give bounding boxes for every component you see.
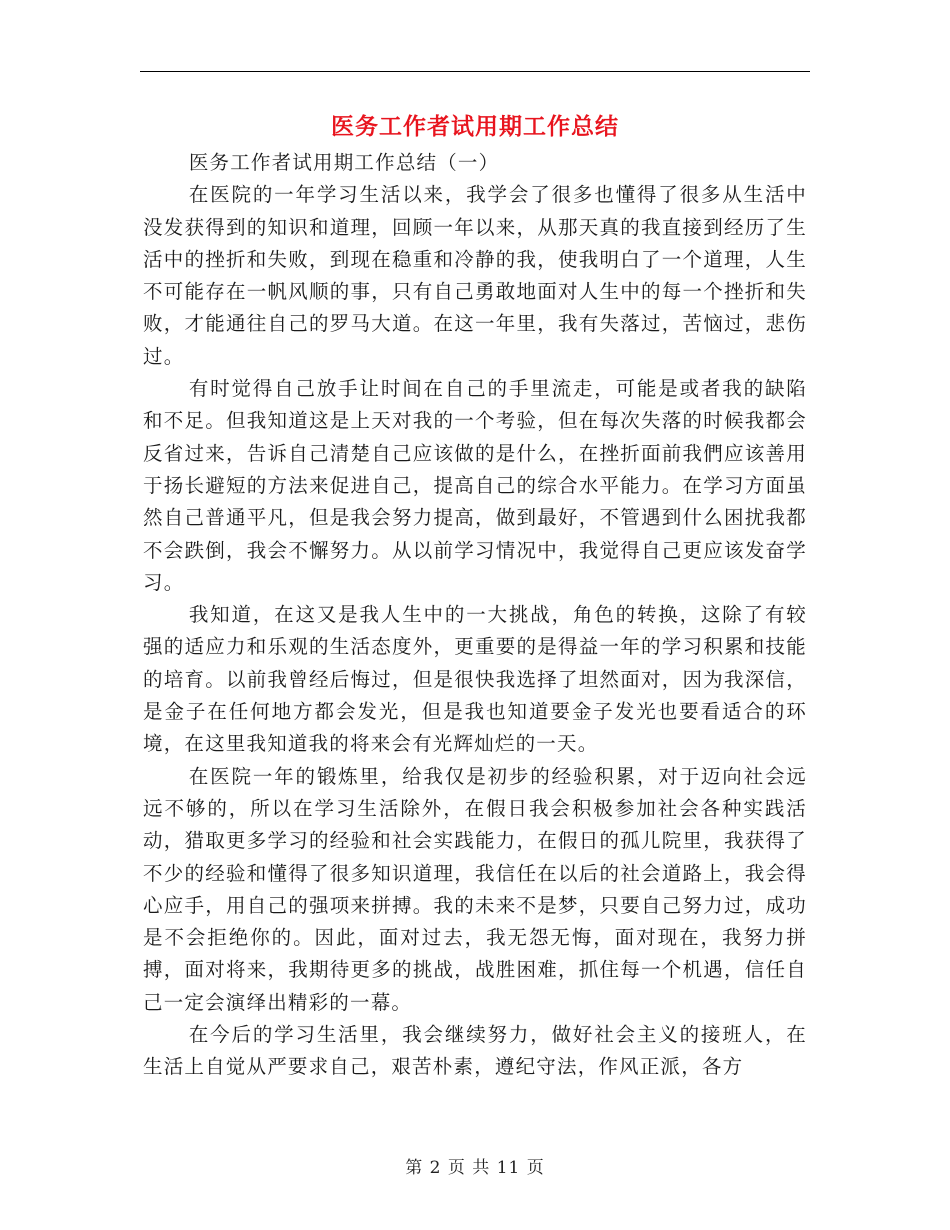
body-paragraph: 我知道，在这又是我人生中的一大挑战，角色的转换，这除了有较强的适应力和乐观的生活态度外，更重要的是得益一年的学习积累和技能的培育。以前我曾经后悔过，但是很快我选择了坦然面对，因为我深信，是金子在任何地方都会发光，但是我也知道要金子发光也要看适合的环境，在这里我知道我的将来会有光辉灿烂的一天。 [143,603,807,756]
document-title: 医务工作者试用期工作总结 [331,113,619,140]
document-body [143,147,807,1084]
page-number: 第 2 页 共 11 页 [405,1158,545,1178]
body-paragraph: 在今后的学习生活里，我会继续努力，做好社会主义的接班人，在生活上自觉从严要求自己，艰苦朴素，遵纪守法，作风正派，各方 [143,1023,807,1079]
body-paragraph: 有时觉得自己放手让时间在自己的手里流走，可能是或者我的缺陷和不足。但我知道这是上天对我的一个考验，但在每次失落的时候我都会反省过来，告诉自己清楚自己应该做的是什么，在挫折面前我們应该善用于扬长避短的方法来促进自己，提高自己的综合水平能力。在学习方面虽然自己普通平凡，但是我会努力提高，做到最好，不管遇到什么困扰我都不会跌倒，我会不懈努力。从以前学习情况中，我觉得自己更应该发奋学习。 [143,377,807,594]
body-paragraph: 在医院一年的锻炼里，给我仅是初步的经验积累，对于迈向社会远远不够的，所以在学习生活除外，在假日我会积极参加社会各种实践活动，猎取更多学习的经验和社会实践能力，在假日的孤儿院里，我获得了不少的经验和懂得了很多知识道理，我信任在以后的社会道路上，我会得心应手，用自己的强项来拼搏。我的未来不是梦，只要自己努力过，成功是不会拒绝你的。因此，面对过去，我无怨无悔，面对现在，我努力拼搏，面对将来，我期待更多的挑战，战胜困难，抓住每一个机遇，信任自己一定会演绎出精彩的一幕。 [143,764,807,1014]
body-paragraph: 在医院的一年学习生活以来，我学会了很多也懂得了很多从生活中没发获得到的知识和道理，回顾一年以来，从那天真的我直接到经历了生活中的挫折和失败，到现在稳重和冷静的我，使我明白了一个道理，人生不可能存在一帆风顺的事，只有自己勇敢地面对人生中的每一个挫折和失败，才能通往自己的罗马大道。在这一年里，我有失落过，苦恼过，悲伤过。 [143,183,807,368]
section-heading: 医务工作者试用期工作总结（一） [188,151,500,174]
header-rule [140,71,810,72]
